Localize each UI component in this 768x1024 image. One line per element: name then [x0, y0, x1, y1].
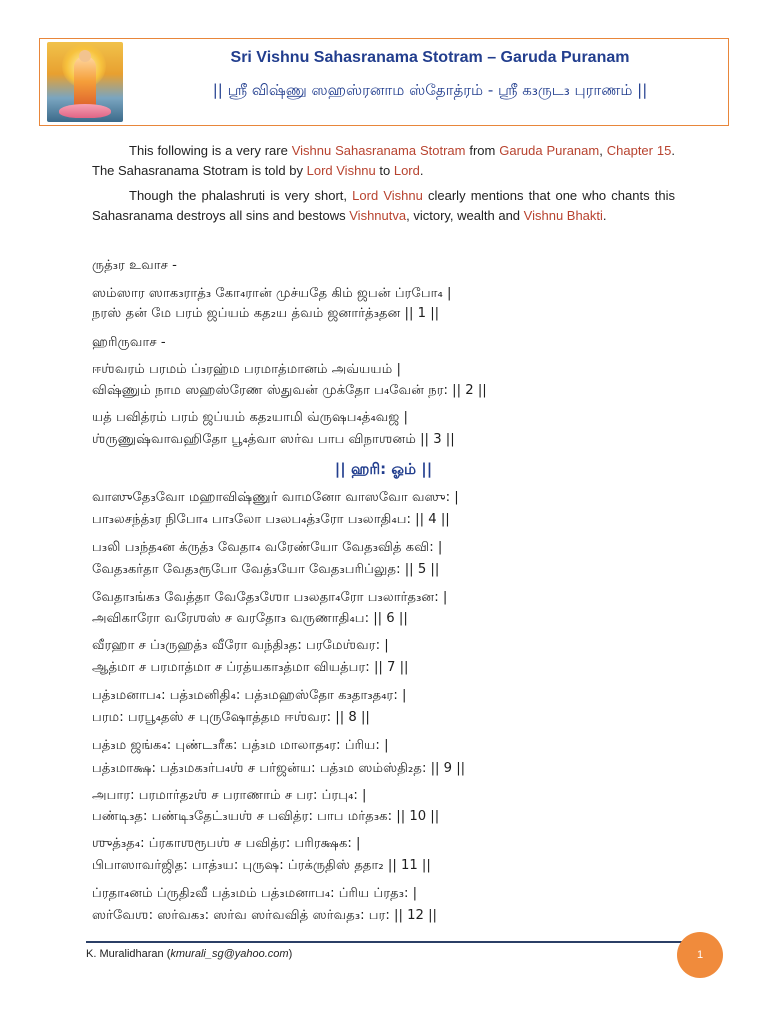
intro-text: , [599, 143, 607, 158]
intro-text: Though the phalashruti is very short, [129, 188, 353, 203]
highlight-text: Lord Vishnu [352, 188, 423, 203]
vishnu-lakshmi-illustration [47, 42, 123, 122]
highlight-text: Vishnu Sahasranama Stotram [291, 143, 466, 158]
verse-line: பத்₃ம ஜங்க₄: புண்ட₃ரீக: பத்₃ம மாலாத₄ர: ப்ரிய: | [92, 738, 389, 753]
header-box [39, 38, 729, 126]
verse-line: அவிகாரோ வரேஶஸ் ச வரதோ₃ வருணாதி₄ப: || 6 || [92, 611, 408, 626]
highlight-text: Vishnu Bhakti [523, 208, 603, 223]
highlight-text: Vishnutva [349, 208, 407, 223]
intro-paragraph-1 [92, 141, 675, 181]
verse-line: வேதா₃ங்க₃ வேத்தா வேதே₃ஶோ ப₃லதா₄ரோ ப₃லார்த₃ன: | [92, 590, 448, 605]
intro-text: from [465, 143, 500, 158]
verse-line: விஷ்ணும் நாம ஸஹஸ்ரேண ஸ்துவன் முக்தோ ப₄வேன் நர: || 2 || [92, 383, 487, 398]
verse-line: ஶ்ருணுஷ்வாவஹிதோ பூ₄த்வா ஸர்வ பாப விநாஶனம் || 3 || [92, 432, 455, 447]
verse-line: வாஸுதே₃வோ மஹாவிஷ்ணுர் வாமனோ வாஸவோ வஸு: | [92, 490, 459, 505]
verse-line: ஸர்வேஶ: ஸர்வக₃: ஸர்வ ஸர்வவித் ஸர்வத₃: பர: || 12 || [92, 908, 437, 923]
intro-paragraph-2 [92, 186, 675, 226]
highlight-text: Garuda Puranam [499, 143, 600, 158]
intro-text: This following is a very rare [129, 143, 292, 158]
verse-line: ஶுத்₃த₄: ப்ரகாஶரூபஶ் ச பவித்ர: பரிரக்ஷக: | [92, 836, 361, 851]
intro-text: clearly mentions that one who chants this Sahasranama destroys all sins and bestows [92, 188, 675, 223]
intro-text: . [602, 208, 607, 223]
verse-line: பரம: பரபூ₄தஸ் ச புருஷோத்தம ஈஶ்வர: || 8 || [92, 710, 370, 725]
verse-line: பா₃லசந்த்₃ர நிபோ₄ பா₃லோ ப₃லப₄த்₃ரோ ப₃லாதி₄ப: || 4 || [92, 512, 450, 527]
verse-line: அபார: பரமார்த₂ஶ் ச பராணாம் ச பர: ப்ரபு₄: | [92, 788, 367, 803]
highlight-text: Chapter 15 [606, 143, 672, 158]
footer-author: K. Muralidharan (kmurali_sg@yahoo.com) [86, 948, 293, 960]
verse-line: பத்₃மாக்ஷ: பத்₃மக₃ர்ப₄ஶ் ச பர்ஜன்ய: பத்₃ம ஸம்ஸ்தி₂த: || 9 || [92, 761, 466, 776]
hari-om-title: || ஹரி: ஓம் || [334, 460, 433, 478]
author-email: kmurali_sg@yahoo.com [170, 948, 289, 960]
intro-text: . [419, 163, 424, 178]
intro-text: . The Sahasranama Stotram is told by [92, 143, 675, 178]
verse-line: ப₃லி ப₃ந்த₄ன க்ருத்₃ வேதா₄ வரேண்யோ வேத₃வித் கவி: | [92, 540, 443, 555]
document-title: Sri Vishnu Sahasranama Stotram – Garuda Puranam [230, 49, 630, 66]
verse-line: பத்₃மனாப₄: பத்₃மனிதி₄: பத்₃மஹஸ்தோ க₃தா₃த₄ர: | [92, 688, 407, 703]
author-name: K. Muralidharan [86, 948, 164, 960]
verse-line: பிபாஸாவர்ஜித: பாத்₃ய: புருஷ: ப்ரக்ருதிஸ் ததா₂ || 11 || [92, 858, 431, 873]
document-subtitle-tamil: || ஸ்ரீ விஷ்ணு ஸஹஸ்ரனாம ஸ்தோத்ரம் - ஸ்ரீ க₃ருட₃ புராணம் || [212, 81, 648, 99]
speaker-line: ஹரிருவாச - [92, 335, 166, 350]
intro-text: to [375, 163, 394, 178]
verse-line: வேத₃கர்தா வேத₃ரூபோ வேத்₃யோ வேத₃பரிப்லுத: || 5 || [92, 562, 440, 577]
verse-line: ஸம்ஸார ஸாக₃ராத்₃ கோ₄ரான் முச்யதே கிம் ஜபன் ப்ரபோ₄ | [92, 286, 452, 301]
highlight-text: Lord Vishnu [306, 163, 376, 178]
verse-line: ஈஶ்வரம் பரமம் ப்₃ரஹ்ம பரமாத்மானம் அவ்யயம் | [92, 362, 401, 377]
verse-line: நரஸ் தன் மே பரம் ஜப்யம் கத₂ய த்வம் ஜனார்த்₃தன || 1 || [92, 306, 440, 321]
verse-line: ஆத்மா ச பரமாத்மா ச ப்ரத்யகா₃த்மா வியத்பர: || 7 || [92, 660, 409, 675]
highlight-text: Lord [393, 163, 420, 178]
lotus-shape [59, 104, 111, 118]
verse-line: வீரஹா ச ப்₃ருஹத்₃ வீரோ வந்தி₃த: பரமேஶ்வர: | [92, 638, 389, 653]
footer-divider [86, 941, 691, 943]
verse-line: யத் பவித்ரம் பரம் ஜப்யம் கத₂யாமி வ்ருஷப₄த்₄வஜ | [92, 410, 408, 425]
verse-line: ப்ரதா₄னம் ப்ருதி₂வீ பத்₃மம் பத்₃மனாப₄: ப்ரிய ப்ரத₃: | [92, 886, 418, 901]
speaker-line: ருத்₃ர உவாச - [92, 258, 177, 273]
verse-line: பண்டி₃த: பண்டி₃தேட்₃யஶ் ச பவித்ர: பாப மர்த₃க: || 10 || [92, 809, 440, 824]
page-number-badge: 1 [677, 932, 723, 978]
deity-face [79, 50, 91, 62]
intro-text: , victory, wealth and [406, 208, 524, 223]
